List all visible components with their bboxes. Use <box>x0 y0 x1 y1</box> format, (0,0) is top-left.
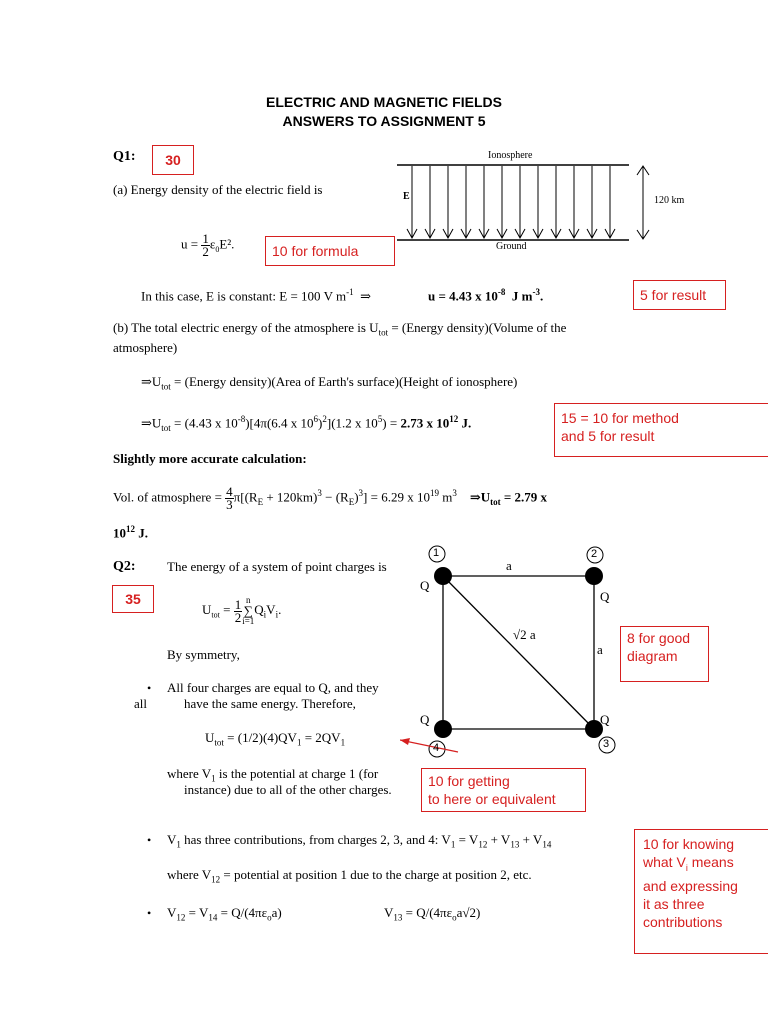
vi-note-1: 10 for knowing <box>643 836 735 852</box>
result-unit-exp: -3 <box>532 287 540 297</box>
result-note-box: 5 for result <box>633 280 726 310</box>
utot-result-rest: = (1/2)(4)QV <box>223 730 297 745</box>
utot-fraction <box>234 596 243 625</box>
vi-note-box <box>634 829 768 954</box>
constant-text: In this case, E is constant: E = 100 V m <box>141 288 347 304</box>
pointer-arrowhead <box>400 738 410 745</box>
diagram-note-1: 8 for good <box>627 630 691 646</box>
q2-label: Q2: <box>113 559 136 574</box>
step1 <box>141 374 517 392</box>
field-label: E <box>403 191 410 202</box>
q1-result: u = 4.43 x $10^{-8}$ J $m^{-3}$. <box>428 287 544 304</box>
vol-expr-c: − (R <box>321 489 349 505</box>
page-subtitle: ANSWERS TO ASSIGNMENT 5 <box>282 113 486 129</box>
vol-result-base: 10 <box>113 525 126 541</box>
formula-note-box: 10 for formula <box>265 236 395 266</box>
b3-c-sub: o <box>267 912 272 923</box>
step2-sub: tot <box>161 422 171 433</box>
here-note-2: to here or equivalent <box>428 791 556 807</box>
sum-symbol <box>242 596 254 626</box>
charge-1 <box>434 567 452 585</box>
utot-result-u: U <box>205 730 215 745</box>
step2-b: )[4π(6.4 x 10 <box>245 415 314 431</box>
step2-result: 2.73 x 10 <box>400 415 450 431</box>
vol-exp2: 3 <box>358 488 364 499</box>
vol-sub1: E <box>257 497 264 508</box>
b2-sub: 1 <box>176 839 181 850</box>
vol-arrow: ⇒U <box>469 489 491 505</box>
where-v1 <box>167 766 378 784</box>
vol-sub2: E <box>348 497 355 508</box>
bullet3-left <box>167 905 282 923</box>
part-b-text: (b) The total electric energy of the atmosphere is U <box>113 320 379 335</box>
side-a-right: a <box>597 642 603 657</box>
q2-score-box: 35 <box>112 585 154 613</box>
diagram-note-box <box>620 626 709 682</box>
diagonal <box>443 576 594 729</box>
q1-part-a: (a) Energy density of the electric field is <box>113 182 323 197</box>
b3-f: = Q/(4πε <box>402 905 453 920</box>
ground-label: Ground <box>496 241 527 252</box>
step2-result-unit: J. <box>458 415 472 431</box>
here-note-box <box>421 768 586 812</box>
utot-formula <box>202 596 281 626</box>
charge-2 <box>585 567 603 585</box>
constant-exp: -1 <box>346 287 354 297</box>
b2-sub2: 1 <box>450 839 456 850</box>
utot-frac-den: 2 <box>234 609 242 625</box>
step1-lhs: ⇒U <box>141 374 162 389</box>
q-bottom-left: Q <box>420 712 430 727</box>
b3-g: a√2) <box>456 905 481 920</box>
q1-part-b-line2: atmosphere) <box>113 340 178 355</box>
step2-a: = (4.43 x 10 <box>170 415 238 431</box>
step2 <box>141 414 471 433</box>
utot-frac-num: 1 <box>234 596 242 612</box>
page-title: ELECTRIC AND MAGNETIC FIELDS <box>266 94 502 110</box>
vol-result-line2 <box>113 524 148 541</box>
vol-frac-den: 3 <box>226 497 233 512</box>
side-a-top: a <box>506 558 512 573</box>
q2-intro: The energy of a system of point charges is <box>167 559 387 574</box>
step2-result-exp: 12 <box>449 414 459 424</box>
utot-end: . <box>278 601 282 617</box>
utot-v: V <box>266 601 276 617</box>
b2-plus2: + V <box>519 832 543 847</box>
vol-result: = 2.79 x <box>500 489 548 505</box>
charge-4 <box>434 720 452 738</box>
sum-bottom: i=1 <box>242 616 255 626</box>
bullet1-line2: have the same energy. Therefore, <box>184 696 356 711</box>
accurate-heading: Slightly more accurate calculation: <box>113 451 307 466</box>
node-4: 4 <box>433 742 440 754</box>
vol-arrow-sub: tot <box>490 497 501 508</box>
vi-note-4: it as three <box>643 895 705 912</box>
vol-exp3: 19 <box>429 488 439 499</box>
q-top-right: Q <box>600 589 610 604</box>
diagram-note-2: diagram <box>627 648 678 664</box>
step2-e: ) = <box>382 415 401 431</box>
step2-lhs: ⇒U <box>141 415 162 431</box>
method-note-2: and 5 for result <box>561 428 655 444</box>
bullet-1: • <box>147 681 152 695</box>
constant-line <box>141 287 371 304</box>
formula-u: u = $\frac{1}{2}$ $\varepsilon_0E^2$. <box>181 231 235 259</box>
b3-d: a) <box>271 905 282 920</box>
b3-a-sub: 12 <box>176 912 186 923</box>
vol-unit: m <box>438 489 453 505</box>
step2-e3: 2 <box>322 414 327 424</box>
part-b-sub: tot <box>378 327 389 338</box>
bullet-3: • <box>147 906 152 920</box>
vol-result-unit: J. <box>135 525 148 541</box>
utot-result-sub: tot <box>214 737 224 748</box>
volume-line <box>113 486 547 511</box>
step2-d: ](1.2 x 10 <box>326 415 378 431</box>
b3-e: V <box>384 905 394 920</box>
utot-label: U <box>202 601 212 617</box>
q-bottom-right: Q <box>600 712 610 727</box>
where-v1-rest: is the potential at charge 1 (for <box>215 766 379 781</box>
b3-a: V <box>167 905 177 920</box>
vi-note-2 <box>643 853 760 877</box>
vi-note-3: and expressing <box>643 877 738 894</box>
ionosphere-label: Ionosphere <box>488 150 533 161</box>
b3-e-sub: 13 <box>393 912 403 923</box>
vol-expr-a: π[(R <box>233 489 258 505</box>
b2-text: has three contributions, from charges 2, 3, and 4: V <box>180 832 451 847</box>
ionosphere-diagram <box>395 145 685 255</box>
node-1: 1 <box>433 547 440 559</box>
b2-sub4: 13 <box>510 839 520 850</box>
b2-sub5: 14 <box>542 839 552 850</box>
q1-part-b <box>113 320 566 338</box>
vol-label: Vol. of atmosphere = <box>113 489 226 505</box>
result-exp: -8 <box>497 287 506 297</box>
sum-sigma: ∑ <box>243 603 253 618</box>
vol-unit-exp: 3 <box>452 488 457 499</box>
utot-eq: = <box>219 601 234 617</box>
b3-f-sub: o <box>452 912 457 923</box>
utot-result <box>205 730 345 748</box>
sum-top: n <box>245 595 251 605</box>
symmetry-text: By symmetry, <box>167 647 240 662</box>
vol-expr-d: ) <box>354 489 359 505</box>
where-v1-a: where V <box>167 766 212 781</box>
bullet3-right <box>384 905 480 923</box>
step2-e2: 6 <box>313 414 319 424</box>
vi-note-2b: means <box>687 854 734 870</box>
height-label: 120 km <box>654 195 685 206</box>
utot-result-sub2: 1 <box>296 737 302 748</box>
formula-u-lhs: u = <box>181 236 202 252</box>
vi-note-2a: what V <box>643 854 686 870</box>
step1-rest: = (Energy density)(Area of Earth's surface)(Height of ionosphere) <box>170 374 518 389</box>
vi-note-2-sub: i <box>685 862 688 873</box>
bullet1-line1: All four charges are equal to Q, and they <box>167 680 379 695</box>
vol-fraction <box>225 486 234 511</box>
step2-e4: 5 <box>377 414 383 424</box>
charges-diagram <box>400 540 630 770</box>
where-v12-a: where V <box>167 867 212 882</box>
where-v12-rest: = potential at position 1 due to the charge at position 2, etc. <box>220 867 532 882</box>
b3-b-sub: 14 <box>208 912 218 923</box>
method-note-box <box>554 403 768 457</box>
q-top-left: Q <box>420 578 430 593</box>
diag-label: √2 a <box>513 627 536 642</box>
frac-num: 1 <box>202 231 209 246</box>
vol-expr-b: + 120km) <box>263 489 318 505</box>
step1-sub: tot <box>161 381 171 392</box>
where-v12 <box>167 867 532 885</box>
vol-frac-num: 4 <box>226 484 233 499</box>
b3-c: = Q/(4πε <box>217 905 268 920</box>
vi-note-5: contributions <box>643 913 723 930</box>
b2-plus1: + V <box>487 832 511 847</box>
b2-v: V <box>167 832 177 847</box>
step2-e1: -8 <box>237 414 246 424</box>
b2-sub3: 12 <box>478 839 488 850</box>
bullet1-all: all <box>134 696 147 711</box>
q1-label: Q1: <box>113 149 136 164</box>
q1-score-box: 30 <box>152 145 194 175</box>
where-v1-sub: 1 <box>211 773 216 784</box>
where-v1-line2: instance) due to all of the other charges. <box>184 782 392 797</box>
here-note-1: 10 for getting <box>428 773 510 789</box>
epsilon: ε <box>209 236 216 252</box>
utot-q-sub: i <box>263 609 267 620</box>
utot-result-sub3: 1 <box>340 737 346 748</box>
b3-b: = V <box>185 905 209 920</box>
vol-expr-e: ] = 6.29 x 10 <box>363 489 430 505</box>
b2-eq: = V <box>455 832 479 847</box>
node-2: 2 <box>591 548 598 560</box>
field-arrows <box>407 166 615 238</box>
where-v12-sub: 12 <box>211 874 221 885</box>
vol-result-exp: 12 <box>126 524 135 534</box>
part-b-rest: = (Energy density)(Volume of the <box>388 320 567 335</box>
method-note-1: 15 = 10 for method <box>561 410 679 426</box>
implies-arrow: ⇒ <box>360 288 371 304</box>
utot-result-end: = 2QV <box>301 730 341 745</box>
vol-exp1: 3 <box>317 488 322 499</box>
bullet2-text <box>167 832 551 850</box>
formula-u-fraction <box>201 233 210 258</box>
bullet-2: • <box>147 833 152 847</box>
result-text: u = 4.43 x 10 <box>428 288 498 304</box>
frac-den: 2 <box>202 244 209 259</box>
utot-q: Q <box>254 601 264 617</box>
step2-c: ) <box>318 415 323 431</box>
utot-sub: tot <box>211 610 220 620</box>
utot-v-sub: i <box>275 609 279 620</box>
formula-u-tail: E². <box>219 236 235 252</box>
result-unit: J m <box>511 288 533 304</box>
node-3: 3 <box>603 738 610 750</box>
